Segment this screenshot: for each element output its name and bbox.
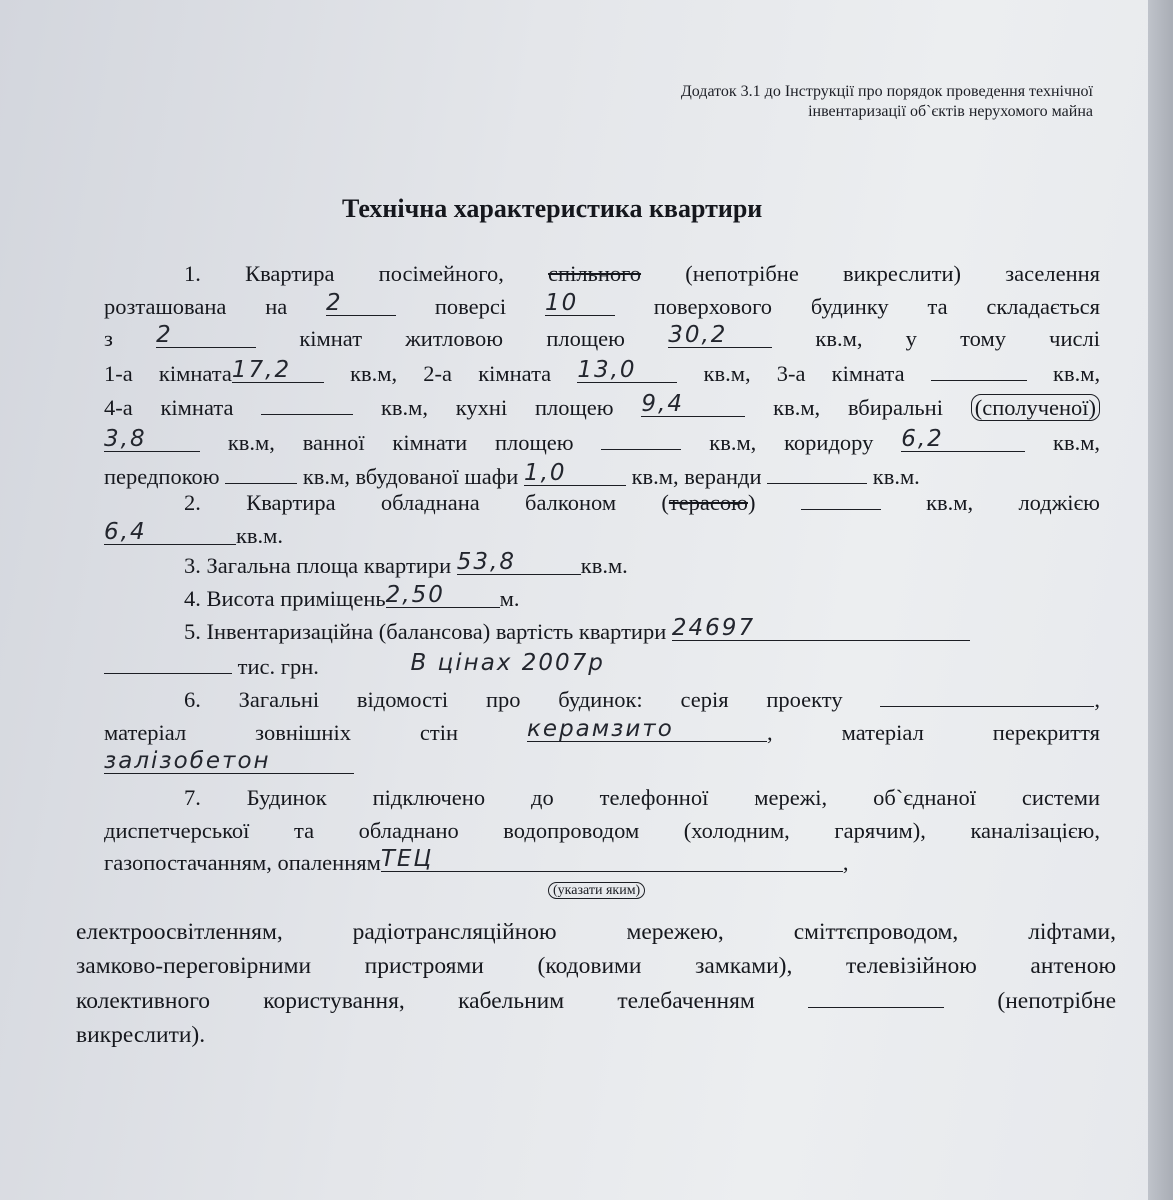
section-3: [104, 550, 1100, 583]
price-year-note: В цінах 2007р: [410, 649, 605, 676]
living-area-field[interactable]: 30,2: [668, 323, 772, 348]
strikethrough-terrace: терасою: [668, 490, 748, 515]
page-fold-shadow: [1148, 0, 1173, 1200]
room3-field[interactable]: [931, 356, 1027, 381]
line-1-5: 4-а кімната кв.м, кухні площею 9,4 кв.м, вбиральні (сполученої): [104, 390, 1100, 425]
header-line-2: інвентаризації об`єктів нерухомого майна: [808, 103, 1093, 120]
section-1: [104, 258, 1100, 494]
bath-type-circled: (сполученої): [971, 394, 1100, 421]
floors-total-field[interactable]: 10: [545, 291, 615, 316]
line-7-6: колективного користування, кабельним телебаченням (непотрібне: [76, 983, 1116, 1018]
line-1-7: передпокою кв.м, вбудованої шафи 1,0 кв.м, веранди кв.м.: [104, 460, 920, 489]
wall-material-field[interactable]: керамзито: [527, 717, 767, 742]
line-2-2: 6,4 кв.м.: [104, 518, 284, 548]
project-series-field[interactable]: [880, 682, 1094, 707]
loggia-field[interactable]: 6,4: [104, 520, 236, 545]
line-7-7: викреслити).: [76, 1022, 206, 1048]
line-1-4: 1-а кімната17,2 кв.м, 2-а кімната 13,0 кв.м, 3-а кімната кв.м,: [104, 356, 1101, 386]
veranda-field[interactable]: [767, 459, 867, 484]
section-6: [104, 682, 1100, 782]
line-1-3: з 2 кімнат житловою площею 30,2 кв.м, у тому числі: [104, 322, 1101, 351]
heating-field[interactable]: ТЕЦ: [381, 847, 843, 872]
line-6-2: матеріал зовнішніх стін керамзито , матеріал перекриття: [104, 715, 1101, 745]
line-7-1: 7. Будинок підключено до телефонної мережі, об`єднаної системи: [184, 785, 1100, 810]
section-7-cont: [76, 915, 1116, 1052]
rooms-field[interactable]: 2: [156, 323, 256, 348]
cable-tv-field[interactable]: [808, 983, 944, 1008]
balcony-field[interactable]: [801, 485, 881, 510]
section-4: [104, 583, 1100, 616]
line-7-5: замково-переговірними пристроями (кодовими замками), телевізійною антеною: [76, 953, 1116, 979]
ceiling-material-field[interactable]: залізобетон: [104, 749, 354, 774]
section-7: [104, 782, 1100, 880]
document-header: [681, 82, 1093, 122]
inventory-value-cont-field[interactable]: [104, 649, 232, 674]
heating-hint: (указати яким): [548, 883, 645, 899]
line-2-1: 2. Квартира обладнана балконом (терасою) кв.м, лоджією: [104, 485, 1100, 520]
header-line-1: Додаток 3.1 до Інструкції про порядок проведення технічної: [680, 83, 1093, 100]
wardrobe-field[interactable]: 1,0: [524, 461, 626, 486]
line-7-3: газопостачанням, опаленнямТЕЦ ,: [104, 846, 849, 875]
room1-field[interactable]: 17,2: [232, 358, 324, 383]
floor-field[interactable]: 2: [326, 291, 396, 316]
line-4-1: 4. Висота приміщень2,50 м.: [184, 582, 520, 611]
room2-field[interactable]: 13,0: [577, 358, 677, 383]
corridor-field[interactable]: 6,2: [901, 427, 1025, 452]
room4-field[interactable]: [261, 390, 353, 415]
hall-field[interactable]: [225, 459, 297, 484]
bath-field[interactable]: 3,8: [104, 427, 200, 452]
strikethrough-communal: спільного: [548, 261, 642, 286]
section-5: [104, 616, 1100, 683]
section-2: [104, 485, 1100, 552]
line-7-2: диспетчерської та обладнано водопроводом (холодним, гарячим), каналізацією,: [104, 817, 1100, 843]
page-title: Технічна характеристика квартири: [342, 194, 763, 223]
line-3-1: 3. Загальна площа квартири 53,8 кв.м.: [184, 549, 628, 578]
line-6-1: 6. Загальні відомості про будинок: серія проекту ,: [104, 682, 1100, 717]
inventory-value-field[interactable]: 24697: [672, 616, 970, 641]
bathroom-field[interactable]: [601, 425, 681, 450]
kitchen-field[interactable]: 9,4: [641, 392, 745, 417]
height-field[interactable]: 2,50: [386, 583, 500, 608]
line-1-6: 3,8 кв.м, ванної кімнати площею кв.м, коридору 6,2 кв.м,: [104, 425, 1101, 455]
line-5-2: тис. грн. В цінах 2007р: [104, 649, 1100, 684]
line-1-2: розташована на 2 поверсі 10 поверхового будинку та складається: [104, 289, 1101, 319]
line-6-3: [104, 749, 1100, 782]
total-area-field[interactable]: 53,8: [457, 550, 581, 575]
line-1-1: 1. Квартира посімейного, спільного (непотрібне викреслити) заселення: [184, 261, 1101, 286]
line-5-1: 5. Інвентаризаційна (балансова) вартість квартири 24697: [104, 616, 1100, 649]
line-7-4: електроосвітленням, радіотрансляційною мережею, сміттєпроводом, ліфтами,: [76, 919, 1116, 945]
